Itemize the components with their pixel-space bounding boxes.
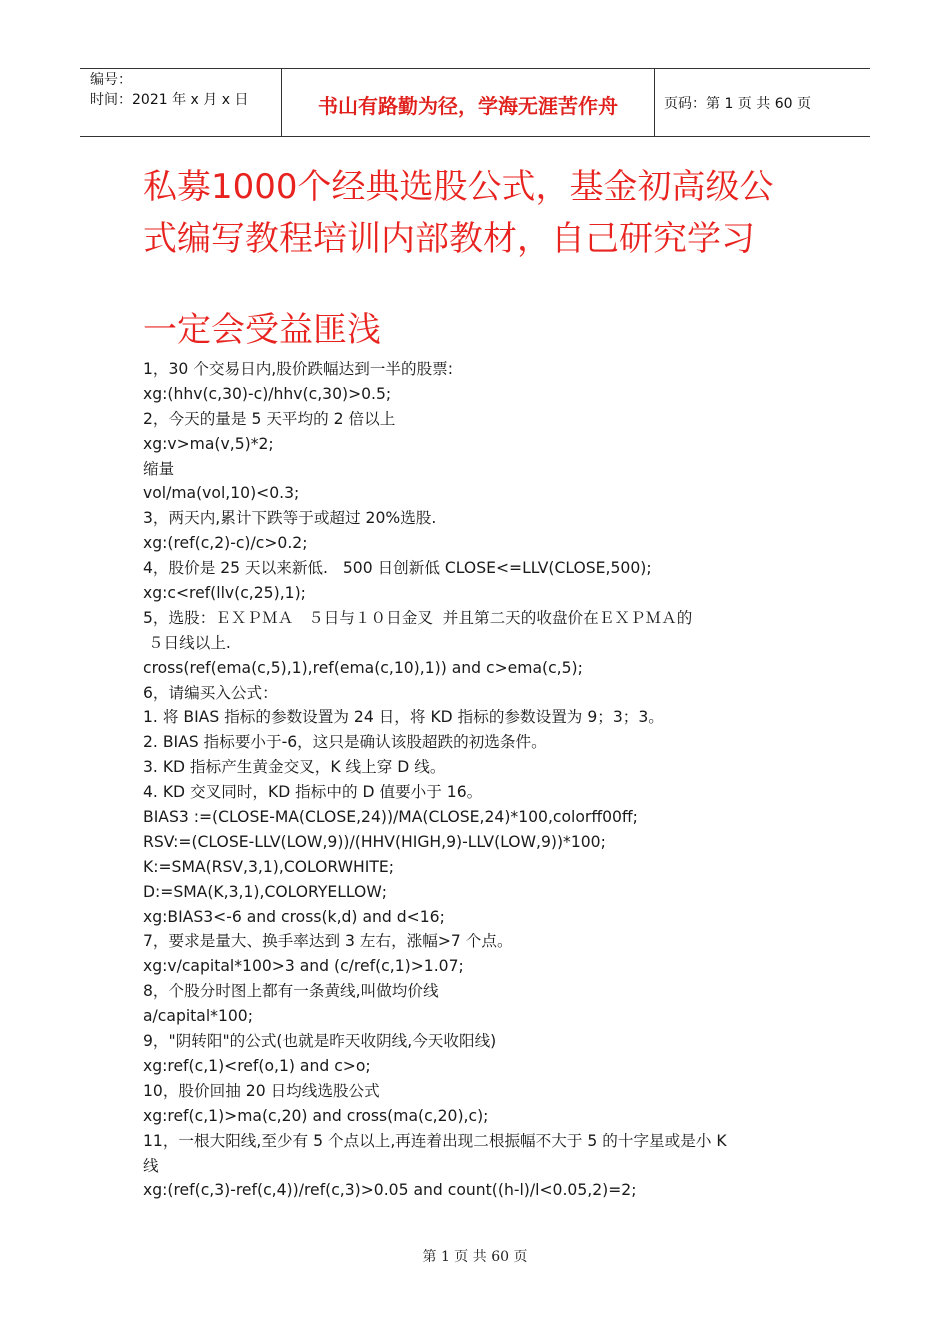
body-line: xg:ref(c,1)<ref(o,1) and c>o; [143, 1056, 371, 1075]
body-line: a/capital*100; [143, 1007, 253, 1026]
body-line: xg:ref(c,1)>ma(c,20) and cross(ma(c,20),c); [143, 1106, 489, 1125]
body-line: 8，个股分时图上都有一条黄线,叫做均价线 [143, 982, 439, 1001]
body-line: 5，选股：ＥＸＰＭＡ ５日与１０日金叉 并且第二天的收盘价在ＥＸＰＭＡ的 [143, 608, 693, 627]
body-line: 1，30 个交易日内,股价跌幅达到一半的股票: [143, 360, 454, 378]
body-line: 10，股价回抽 20 日均线选股公式 [143, 1081, 380, 1100]
header-page-info: 页码：第 1 页 共 60 页 [664, 96, 811, 112]
body-line: xg:(ref(c,3)-ref(c,4))/ref(c,3)>0.05 and count((h-l)/l<0.05,2)=2; [143, 1181, 637, 1200]
body-line: ５日线以上. [143, 633, 231, 652]
body-line: 3. KD 指标产生黄金交叉，K 线上穿 D 线。 [143, 758, 446, 777]
body-line: 4. KD 交叉同时，KD 指标中的 D 值要小于 16。 [143, 783, 483, 802]
body-line: K:=SMA(RSV,3,1),COLORWHITE; [143, 857, 394, 876]
body-line: xg:BIAS3<-6 and cross(k,d) and d<16; [143, 907, 445, 926]
body-line: 11，一根大阳线,至少有 5 个点以上,再连着出现二根振幅不大于 5 的十字星或是小 K [143, 1131, 727, 1150]
body-line: xg:(hhv(c,30)-c)/hhv(c,30)>0.5; [143, 384, 392, 403]
body-content [143, 357, 823, 1203]
header-time-label: 时间：2021 年 x 月 x 日 [90, 92, 249, 108]
body-line: 4，股价是 25 天以来新低. 500 日创新低 CLOSE<=LLV(CLOSE,500); [143, 559, 652, 578]
header-number-label: 编号： [90, 72, 132, 88]
body-line: xg:(ref(c,2)-c)/c>0.2; [143, 534, 308, 553]
header-divider-2 [654, 68, 655, 136]
body-line: xg:c<ref(llv(c,25),1); [143, 584, 306, 603]
header-top-rule [80, 68, 870, 69]
body-line: xg:v/capital*100>3 and (c/ref(c,1)>1.07; [143, 957, 464, 976]
body-line: vol/ma(vol,10)<0.3; [143, 484, 300, 503]
page-footer: 第 1 页 共 60 页 [422, 1249, 528, 1265]
body-line: BIAS3 :=(CLOSE-MA(CLOSE,24))/MA(CLOSE,24)*100,colorff00ff; [143, 808, 638, 827]
body-line: RSV:=(CLOSE-LLV(LOW,9))/(HHV(HIGH,9)-LLV(LOW,9))*100; [143, 832, 606, 851]
body-line: 缩量 [143, 459, 175, 478]
header-meta [90, 70, 248, 110]
body-line: 6，请编买入公式： [143, 683, 278, 702]
doc-title-line-3: 一定会受益匪浅 [143, 310, 381, 350]
header-bottom-rule [80, 136, 870, 137]
body-line: xg:v>ma(v,5)*2; [143, 434, 274, 453]
body-line: cross(ref(ema(c,5),1),ref(ema(c,10),1)) and c>ema(c,5); [143, 658, 583, 677]
doc-title-line-2: 式编写教程培训内部教材，自己研究学习 [143, 219, 755, 259]
body-line: 2. BIAS 指标要小于-6，这只是确认该股超跌的初选条件。 [143, 733, 547, 752]
body-line: 2，今天的量是 5 天平均的 2 倍以上 [143, 409, 396, 428]
header-motto: 书山有路勤为径，学海无涯苦作舟 [318, 94, 618, 118]
doc-title-line-1: 私募1000个经典选股公式，基金初高级公 [143, 167, 774, 207]
body-line: 9，"阴转阳"的公式(也就是昨天收阴线,今天收阳线) [143, 1032, 497, 1051]
body-line: 3，两天内,累计下跌等于或超过 20%选股. [143, 509, 437, 528]
body-line: 7，要求是量大、换手率达到 3 左右，涨幅>7 个点。 [143, 932, 513, 951]
body-line: 1. 将 BIAS 指标的参数设置为 24 日，将 KD 指标的参数设置为 9；3；3。 [143, 708, 664, 727]
body-line: 线 [143, 1156, 159, 1175]
body-line: D:=SMA(K,3,1),COLORYELLOW; [143, 882, 388, 901]
